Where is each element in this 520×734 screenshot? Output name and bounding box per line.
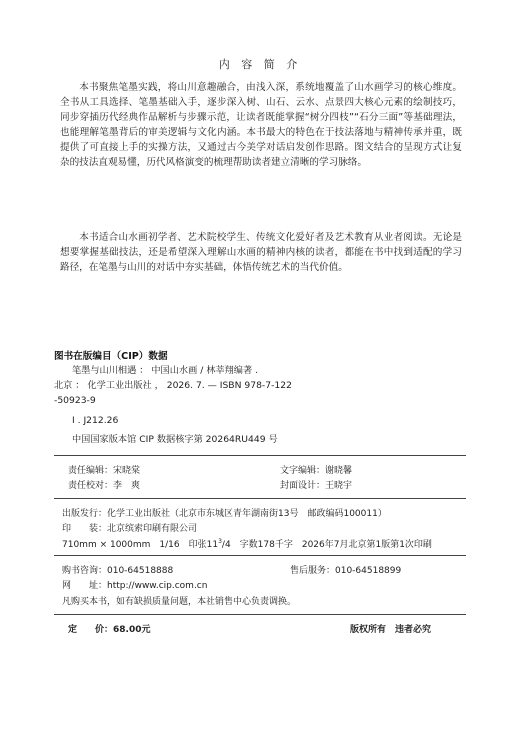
intro-paragraph-1-text: 本书聚焦笔墨实践，将山川意趣融合，由浅入深，系统地覆盖了山水画学习的核心维度。全书从工具选择、笔墨基础入手，逐步深入树、山石、云水、点景四大核心元素的绘制技巧，同步穿插历代经典作品解析与步骤示范，让读者既能掌握“树分四枝”“石分三面”等基础理法，也能理解笔墨背后的审美逻辑与文化内涵。本书最大的特色在于技法落地与精神传承并重，既提供了可直接上手的实操方法，又通过古今美学对话启发创作思路。图文结合的呈现方式让复杂的技法直观易懂，历代风格演变的梳理帮助读者建立清晰的学习脉络。 — [60, 82, 462, 168]
intro-paragraph-2-text: 本书适合山水画初学者、艺术院校学生、传统文化爱好者及艺术教育从业者阅读。无论是想要掌握基础技法，还是希望深入理解山水画的精神内核的读者，都能在书中找到适配的学习路径，在笔墨与山川的对话中夯实基础，体悟传统艺术的当代价值。 — [60, 232, 462, 273]
cip-line-5: 中国国家版本馆 CIP 数据核字第 20264RU449 号 — [72, 434, 278, 445]
printer-value: 北京缤索印刷有限公司 — [107, 524, 198, 534]
notice-line: 凡购买本书，如有缺损质量问题，本社销售中心负责调换。 — [62, 597, 297, 607]
format-sup: 3 — [218, 538, 222, 545]
divider-3 — [54, 555, 466, 556]
text-editor: 文字编辑：谢晓馨 — [280, 466, 353, 476]
publisher-label: 出版发行： — [62, 509, 108, 519]
divider-1 — [54, 455, 466, 456]
intro-paragraph-1 — [60, 80, 462, 170]
cip-line-isbn — [54, 394, 96, 408]
cip-line-publisher — [54, 379, 292, 393]
rights-notice: 版权所有 违者必究 — [350, 625, 432, 635]
printer-line — [62, 521, 197, 534]
purchase-contact: 购书咨询：010-64518888 — [62, 566, 174, 576]
format-line-a: 710mm × 1000mm 1/16 印张11 — [62, 540, 219, 550]
printer-label: 印 装： — [62, 524, 108, 534]
publisher-line — [62, 506, 466, 519]
cip-line-4: Ⅰ . J212.26 — [72, 415, 119, 426]
responsible-editor: 责任编辑：宋晓棠 — [68, 466, 141, 476]
cip-line-record — [54, 433, 278, 447]
service-contact: 售后服务：010-64518899 — [290, 566, 402, 576]
format-line-b: /4 字数178千字 2026年7月北京第1版第1次印刷 — [221, 540, 432, 550]
intro-title: 内 容 简 介 — [218, 58, 302, 71]
divider-4 — [54, 614, 466, 615]
website-line — [62, 578, 207, 591]
publisher-value: 化学工业出版社（北京市东城区青年湖南街13号 邮政编码100011） — [107, 509, 387, 519]
cip-line-2: 北京 ： 化学工业出版社 ， 2026. 7. — ISBN 978-7-122 — [54, 380, 292, 391]
price: 定 价：68.00元 — [68, 625, 151, 635]
divider-2 — [54, 498, 466, 499]
cover-designer: 封面设计：王晓宇 — [280, 481, 353, 491]
website-link[interactable]: http://www.cip.com.cn — [107, 581, 208, 591]
website-label: 网 址： — [62, 581, 108, 591]
cip-line-class — [54, 414, 118, 428]
cip-heading: 图书在版编目（CIP）数据 — [54, 351, 168, 362]
cip-line-title — [54, 364, 258, 378]
intro-paragraph-2 — [60, 230, 462, 275]
cip-line-1: 笔墨与山川相遇 ： 中国山水画 / 林莘翔编著 . — [72, 365, 258, 376]
format-line — [62, 537, 466, 550]
cip-line-3: -50923-9 — [54, 395, 96, 406]
proofreader: 责任校对：李 爽 — [68, 481, 141, 491]
